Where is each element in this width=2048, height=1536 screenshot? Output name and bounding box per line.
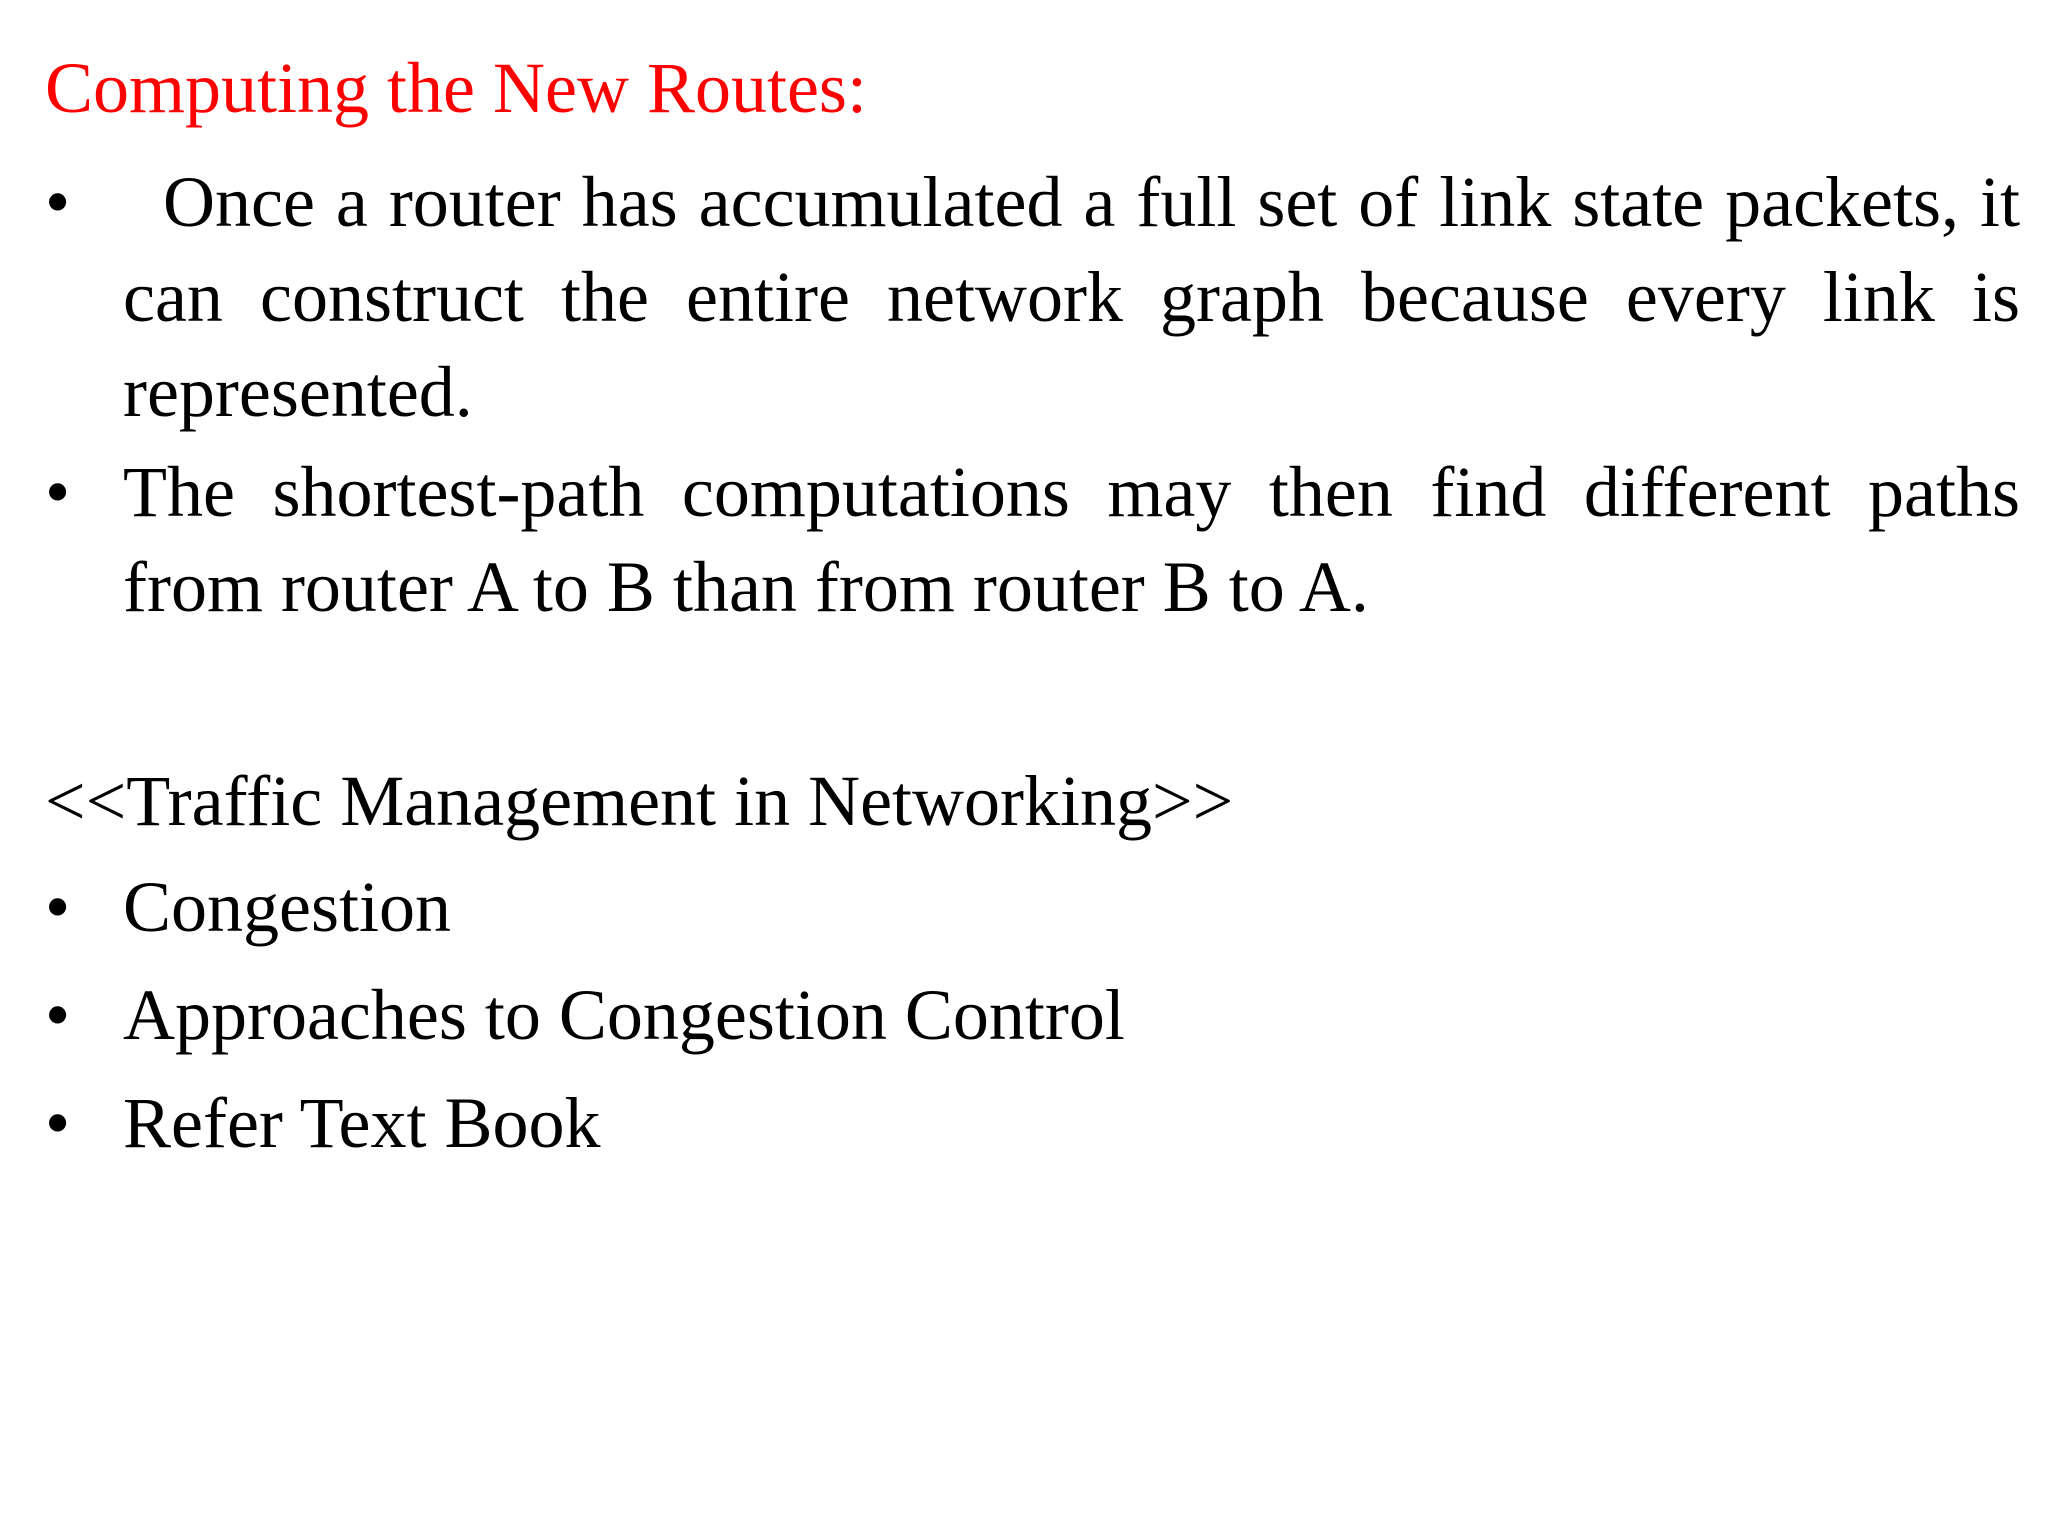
bullet-text: Approaches to Congestion Control [123,975,1125,1055]
section-heading-computing-routes: Computing the New Routes: [45,48,867,128]
bullet-dot: • [45,1083,71,1163]
bullet-text: Once a router has accumulated a full set of link state packets, it can construct the entire network graph because every link is represented. [123,162,2020,432]
bullet-text: Refer Text Book [123,1083,601,1163]
bullet-text: The shortest-path computations may then find different paths from router A to B than from router B to A. [123,452,2020,627]
bullet-dot: • [45,452,71,532]
bullet-dot: • [45,975,71,1055]
bullet-dot: • [45,162,71,242]
bullet-text: Congestion [123,867,452,947]
bullet-dot: • [45,867,71,947]
section-heading-traffic-management: <<Traffic Management in Networking>> [45,761,1234,841]
